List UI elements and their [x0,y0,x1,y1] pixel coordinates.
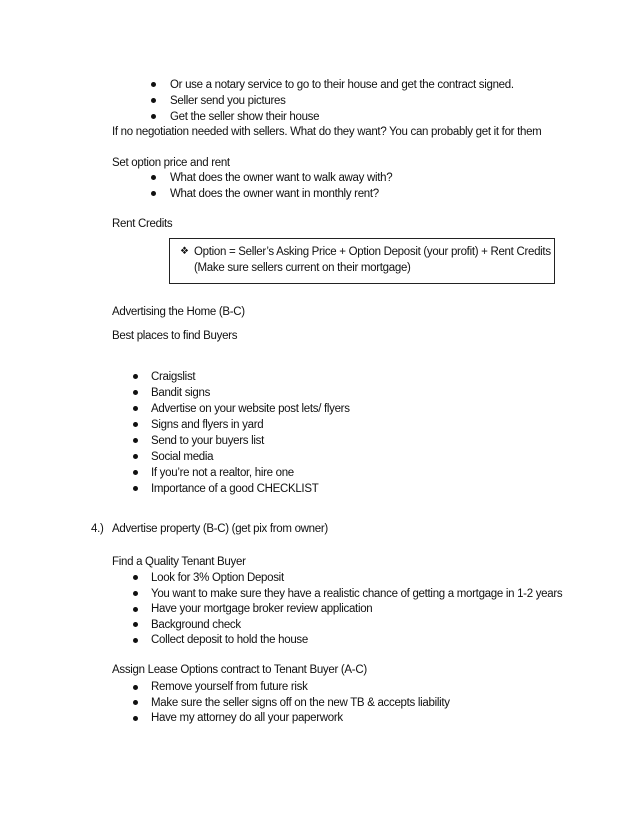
list-item: Craigslist [151,371,196,383]
list-item: Background check [151,619,241,631]
list-item: Collect deposit to hold the house [151,634,308,646]
bullet-icon [133,422,138,427]
bullet-icon [133,638,138,643]
callout-line: Option = Seller’s Asking Price + Option Deposit (your profit) + Rent Credits [194,246,551,258]
bullet-icon [133,406,138,411]
section-heading: Advertising the Home (B-C) [112,306,245,318]
bullet-icon [133,575,138,580]
list-item: Or use a notary service to go to their house and get the contract signed. [170,79,514,91]
list-item: Importance of a good CHECKLIST [151,483,319,495]
section-heading: Set option price and rent [112,157,230,169]
step-number: 4.) [91,523,104,535]
bullet-icon [133,390,138,395]
list-item: Bandit signs [151,387,211,399]
list-item: Social media [151,451,214,463]
bullet-icon [133,438,138,443]
callout-line: (Make sure sellers current on their mortgage) [194,262,411,274]
bullet-icon [133,607,138,612]
list-item: Seller send you pictures [170,95,286,107]
section-heading: Rent Credits [112,218,173,230]
bullet-icon [151,82,156,87]
paragraph: If no negotiation needed with sellers. What do they want? You can probably get it for them [112,126,542,138]
list-item: Make sure the seller signs off on the new TB & accepts liability [151,697,450,709]
section-subheading: Assign Lease Options contract to Tenant Buyer (A-C) [112,664,367,676]
bullet-icon [151,114,156,119]
bullet-icon [133,700,138,705]
bullet-icon [151,175,156,180]
list-item: Signs and flyers in yard [151,419,264,431]
section-subheading: Find a Quality Tenant Buyer [112,556,246,568]
bullet-icon [133,486,138,491]
list-item: Have my attorney do all your paperwork [151,712,343,724]
section-subheading: Best places to find Buyers [112,330,238,342]
list-item: If you’re not a realtor, hire one [151,467,294,479]
list-item: Advertise on your website post lets/ flyers [151,403,350,415]
list-item: Send to your buyers list [151,435,264,447]
section-heading: Advertise property (B-C) (get pix from owner) [112,523,328,535]
bullet-icon [133,374,138,379]
list-item: Look for 3% Option Deposit [151,572,284,584]
list-item: Remove yourself from future risk [151,681,308,693]
bullet-icon [133,685,138,690]
list-item: You want to make sure they have a realistic chance of getting a mortgage in 1-2 years [151,588,563,600]
bullet-icon [133,716,138,721]
list-item: Have your mortgage broker review application [151,603,373,615]
bullet-icon [133,622,138,627]
list-item: What does the owner want to walk away with? [170,172,393,184]
bullet-icon [133,591,138,596]
bullet-icon [133,470,138,475]
diamond-bullet-icon: ❖ [180,246,189,257]
bullet-icon [133,454,138,459]
list-item: What does the owner want in monthly rent? [170,188,379,200]
list-item: Get the seller show their house [170,111,320,123]
bullet-icon [151,191,156,196]
bullet-icon [151,98,156,103]
